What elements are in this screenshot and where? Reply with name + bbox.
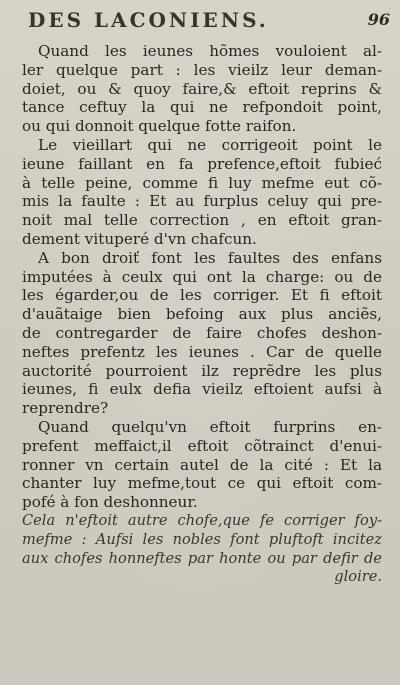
text-line: reprendre? (22, 399, 109, 418)
text-line: Quand les ieunes hõmes vouloient al- (38, 42, 382, 60)
text-line: prefent meffaict,il eftoit cõtrainct d'enui- (22, 436, 382, 455)
italic-text-line: mefme : Aufsi les nobles font pluftoft incitez (22, 530, 382, 548)
page-number: 96 (367, 10, 390, 29)
italic-text-line: Cela n'eftoit autre chofe,que fe corriger foy- (22, 511, 382, 529)
italic-text-line: gloire. (334, 568, 382, 586)
text-line: doiet, ou & quoy faire,& eftoit reprins & (22, 79, 382, 98)
text-line: d'auãtaige bien befoing aux plus anciẽs, (22, 305, 382, 324)
text-line: ieune faillant en fa prefence,eftoit fubieć (22, 154, 382, 173)
text-line: ieunes, fi eulx defia vieilz eftoient aufsi à (22, 380, 382, 399)
text-line: Le vieillart qui ne corrigeoit point le (38, 135, 382, 154)
text-line: neftes prefentz les ieunes . Car de quelle (22, 342, 382, 361)
italic-text-line: aux chofes honneftes par honte ou par defir de (22, 549, 382, 567)
text-line: ler quelque part : les vieilz leur deman- (22, 60, 382, 79)
text-line: Quand quelqu'vn eftoit furprins en- (38, 417, 382, 436)
text-line: auctorité pourroient ilz reprẽdre les plus (22, 361, 382, 380)
text-line: dement vituperé d'vn chafcun. (22, 229, 257, 248)
text-line: mis la faulte : Et au furplus celuy qui pre- (22, 192, 382, 211)
text-line: imputées à ceulx qui ont la charge: ou de (22, 267, 382, 286)
text-line: A bon droiť font les faultes des enfans (38, 248, 382, 267)
running-head: DES LACONIENS. (28, 8, 269, 32)
text-line: de contregarder de faire chofes deshon- (22, 323, 382, 342)
body-text (22, 42, 382, 587)
text-line: à telle peine, comme fi luy mefme eut cõ- (22, 173, 382, 192)
text-line: tance ceftuy la qui ne refpondoit point, (22, 98, 382, 117)
text-line: noit mal telle correction , en eftoit gran- (22, 211, 382, 230)
text-line: les égarder,ou de les corriger. Et fi eftoit (22, 286, 382, 305)
text-line: ronner vn certain autel de la cité : Et la (22, 455, 382, 474)
text-line: ou qui donnoit quelque fotte raifon. (22, 117, 297, 136)
text-line: chanter luy mefme,tout ce qui eftoit com- (22, 474, 382, 493)
text-line: pofé à fon deshonneur. (22, 493, 198, 512)
page-header (28, 8, 390, 38)
